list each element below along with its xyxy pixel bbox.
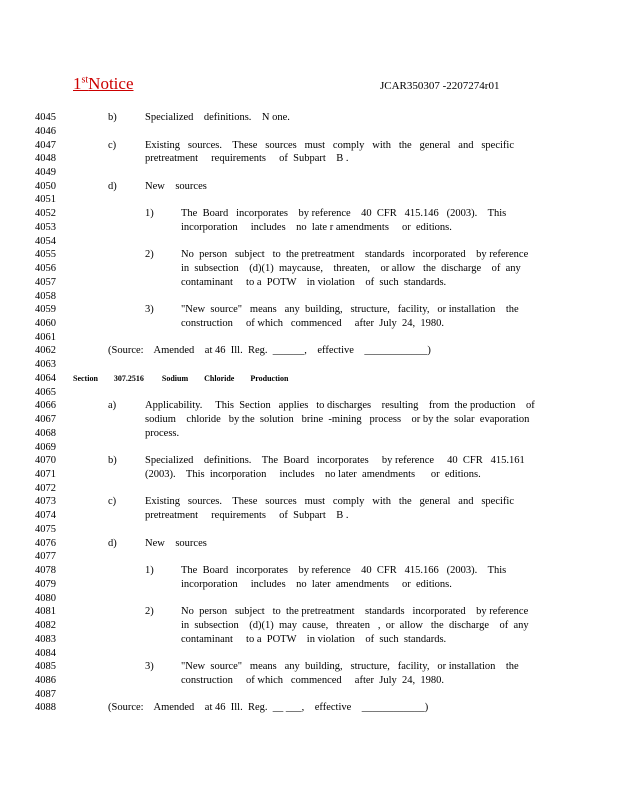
line-subtext: The Board incorporates by reference 40 CFR 415.146 (2003). This xyxy=(181,208,507,220)
line-number: 4059 xyxy=(35,304,56,316)
document-line xyxy=(0,647,618,661)
line-number: 4051 xyxy=(35,194,56,206)
line-text: pretreatment requirements of Subpart B . xyxy=(145,510,349,522)
document-line xyxy=(0,633,618,647)
line-label: (Source: Amended at 46 Ill. Reg. __ ___, effective ____________) xyxy=(108,702,429,714)
line-text: 3) xyxy=(145,661,154,673)
line-text: New sources xyxy=(145,537,207,549)
document-line xyxy=(0,248,618,262)
line-number: 4079 xyxy=(35,578,56,590)
line-subtext: incorporation includes no late r amendments or editions. xyxy=(181,221,452,233)
line-text: 2) xyxy=(145,606,154,618)
line-number: 4083 xyxy=(35,633,56,645)
line-number: 4056 xyxy=(35,263,56,274)
line-number: 4060 xyxy=(35,318,56,329)
line-label: b) xyxy=(108,455,117,467)
line-label: a) xyxy=(108,400,117,412)
line-subtext: construction of which commenced after July 24, 1980. xyxy=(181,674,445,686)
document-line xyxy=(0,495,618,509)
line-number: 4049 xyxy=(35,166,56,178)
line-number: 4064 xyxy=(35,372,56,384)
document-line xyxy=(0,180,618,194)
document-line xyxy=(0,674,618,688)
line-text: process. xyxy=(145,427,180,439)
line-text: Specialized definitions. N one. xyxy=(145,112,290,123)
document-line xyxy=(0,372,618,386)
line-label: (Source: Amended at 46 Ill. Reg. ______, effective ____________) xyxy=(108,345,431,357)
line-label: b) xyxy=(108,112,117,123)
document-line xyxy=(0,111,618,125)
line-number: 4085 xyxy=(35,661,56,673)
line-text: New sources xyxy=(145,180,207,192)
line-number: 4082 xyxy=(35,620,56,631)
first-notice-label: 1stNotice xyxy=(73,74,134,93)
line-subtext: incorporation includes no later amendments or editions. xyxy=(181,578,452,590)
line-text: sodium chloride by the solution brine -mining process or by the solar evaporation xyxy=(145,414,530,426)
line-number: 4062 xyxy=(35,345,56,357)
line-subtext: contaminant to a POTW in violation of such standards. xyxy=(181,276,447,288)
document-line xyxy=(0,303,618,317)
document-line xyxy=(0,605,618,619)
document-line xyxy=(0,660,618,674)
line-text: 1) xyxy=(145,565,154,577)
line-number: 4087 xyxy=(35,688,56,700)
line-number: 4046 xyxy=(35,125,56,137)
line-subtext: in subsection (d)(1) maycause, threaten, or allow the discharge of any xyxy=(181,263,521,274)
line-number: 4053 xyxy=(35,221,56,233)
line-text: Existing sources. These sources must comply with the general and specific xyxy=(145,496,514,508)
line-subtext: contaminant to a POTW in violation of such standards. xyxy=(181,633,447,645)
document-line xyxy=(0,139,618,153)
document-line xyxy=(0,221,618,235)
line-text: Existing sources. These sources must comply with the general and specific xyxy=(145,139,514,151)
line-number: 4071 xyxy=(35,469,56,480)
line-subtext: in subsection (d)(1) may cause, threaten , or allow the discharge of any xyxy=(181,620,529,631)
line-number: 4075 xyxy=(35,523,56,535)
line-number: 4073 xyxy=(35,496,56,508)
document-line xyxy=(0,331,618,345)
document-line xyxy=(0,386,618,400)
line-number: 4076 xyxy=(35,537,56,549)
line-text: Specialized definitions. The Board incorporates by reference 40 CFR 415.161 xyxy=(145,455,525,467)
line-number: 4058 xyxy=(35,290,56,302)
line-number: 4080 xyxy=(35,592,56,604)
line-number: 4078 xyxy=(35,565,56,577)
line-text: pretreatment requirements of Subpart B . xyxy=(145,153,349,165)
document-line xyxy=(0,399,618,413)
document-line xyxy=(0,317,618,331)
line-number: 4065 xyxy=(35,386,56,398)
document-line xyxy=(0,152,618,166)
line-number: 4084 xyxy=(35,647,56,659)
line-text: 2) xyxy=(145,249,154,261)
document-line xyxy=(0,592,618,606)
line-number: 4086 xyxy=(35,674,56,686)
line-number: 4068 xyxy=(35,427,56,439)
line-number: 4067 xyxy=(35,414,56,426)
document-line xyxy=(0,550,618,564)
document-line xyxy=(0,482,618,496)
line-number: 4052 xyxy=(35,208,56,220)
document-line xyxy=(0,344,618,358)
line-number: 4045 xyxy=(35,112,56,123)
document-line xyxy=(0,290,618,304)
line-number: 4061 xyxy=(35,331,56,343)
section-heading: Section 307.2516 Sodium Chloride Production xyxy=(73,373,289,383)
line-number: 4050 xyxy=(35,180,56,192)
document-line xyxy=(0,235,618,249)
document-line xyxy=(0,619,618,633)
jcar-identifier: JCAR350307 -2207274r01 xyxy=(380,80,500,92)
document-line xyxy=(0,193,618,207)
line-number: 4081 xyxy=(35,606,56,618)
line-number: 4063 xyxy=(35,359,56,371)
line-label: c) xyxy=(108,496,117,508)
document-line xyxy=(0,564,618,578)
document-line xyxy=(0,688,618,702)
line-subtext: No person subject to the pretreatment standards incorporated by reference xyxy=(181,606,529,618)
page-header xyxy=(0,74,618,98)
line-text: (2003). This incorporation includes no later amendments or editions. xyxy=(145,469,481,480)
document-line xyxy=(0,523,618,537)
line-subtext: construction of which commenced after July 24, 1980. xyxy=(181,318,445,329)
line-number: 4088 xyxy=(35,702,56,714)
line-number: 4054 xyxy=(35,235,56,247)
document-line xyxy=(0,358,618,372)
line-subtext: No person subject to the pretreatment standards incorporated by reference xyxy=(181,249,529,261)
line-number: 4077 xyxy=(35,551,56,563)
document-line xyxy=(0,537,618,551)
document-line xyxy=(0,262,618,276)
line-text: 3) xyxy=(145,304,154,316)
line-number: 4057 xyxy=(35,276,56,288)
line-number: 4072 xyxy=(35,482,56,494)
document-line xyxy=(0,413,618,427)
line-number: 4070 xyxy=(35,455,56,467)
line-number: 4047 xyxy=(35,139,56,151)
document-line xyxy=(0,166,618,180)
line-text: 1) xyxy=(145,208,154,220)
document-line xyxy=(0,578,618,592)
line-number: 4055 xyxy=(35,249,56,261)
document-line xyxy=(0,125,618,139)
line-number: 4074 xyxy=(35,510,56,522)
document-line xyxy=(0,427,618,441)
line-subtext: "New source" means any building, structure, facility, or installation the xyxy=(181,661,519,673)
document-line xyxy=(0,441,618,455)
document-line xyxy=(0,454,618,468)
line-text: Applicability. This Section applies to discharges resulting from the production of xyxy=(145,400,535,412)
line-number: 4069 xyxy=(35,441,56,453)
line-label: d) xyxy=(108,537,117,549)
line-number: 4066 xyxy=(35,400,56,412)
line-number: 4048 xyxy=(35,153,56,165)
line-label: d) xyxy=(108,180,117,192)
document-line xyxy=(0,276,618,290)
line-subtext: "New source" means any building, structure, facility, or installation the xyxy=(181,304,519,316)
document-line xyxy=(0,468,618,482)
document-line xyxy=(0,207,618,221)
line-subtext: The Board incorporates by reference 40 CFR 415.166 (2003). This xyxy=(181,565,507,577)
document-line xyxy=(0,509,618,523)
line-label: c) xyxy=(108,139,117,151)
document-line xyxy=(0,701,618,715)
